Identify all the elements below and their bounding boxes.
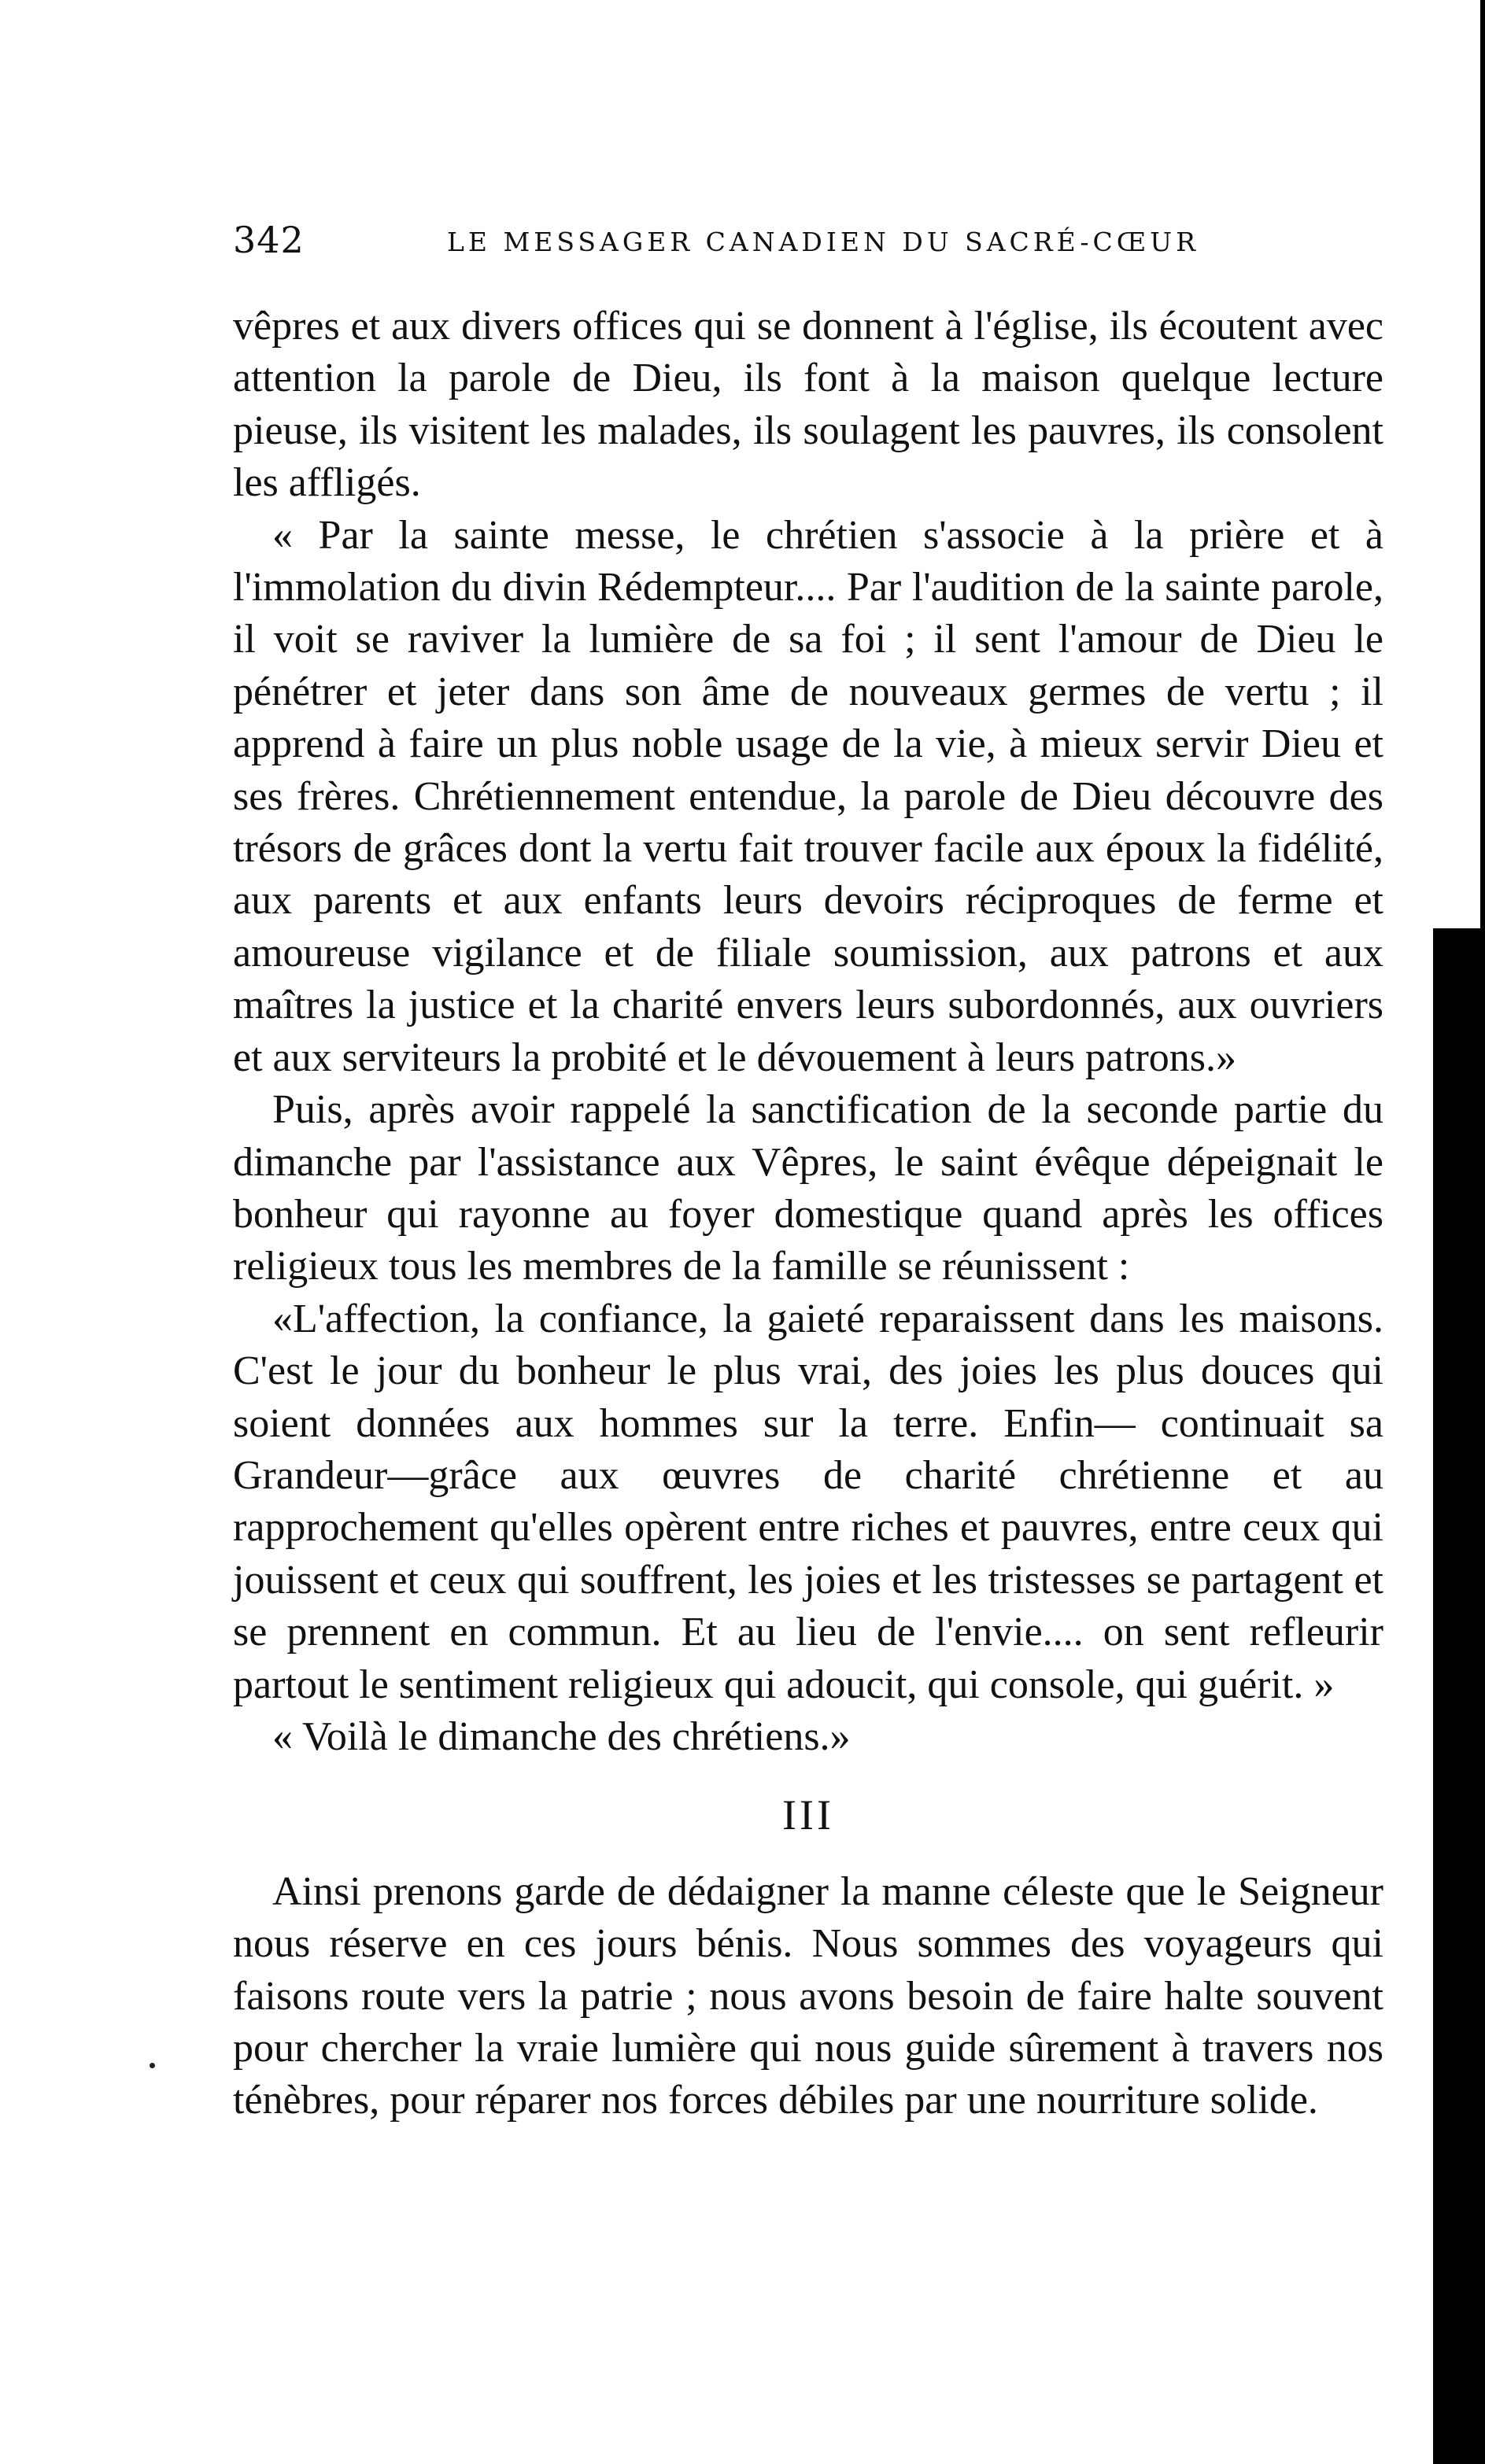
running-header [233, 219, 1390, 266]
scan-border [1433, 928, 1485, 2464]
scan-speck [150, 2063, 155, 2068]
running-title: LE MESSAGER CANADIEN DU SACRÉ-CŒUR [447, 227, 1199, 257]
section-heading: III [782, 1791, 834, 1839]
body-text [233, 301, 1383, 2127]
paragraph: « Voilà le dimanche des chrétiens.» [272, 1713, 851, 1759]
paragraph: « Par la sainte messe, le chrétien s'associe à la prière et à l'immolation du divin Rédempteur.... Par l'audition de la sainte parole, il voit se raviver la lumière de sa foi ; il sent l'amour de Dieu le pénétrer et jeter dans son âme de nouveaux germes de vertu ; il apprend à faire un plus noble usage de la vie, à mieux servir Dieu et ses frères. Chrétiennement entendue, la parole de Dieu découvre des trésors de grâces dont la vertu fait trouver facile aux époux la fidélité, aux parents et aux enfants leurs devoirs réciproques de ferme et amoureuse vigilance et de filiale soumission, aux patrons et aux maîtres la justice et la charité envers leurs subordonnés, aux ouvriers et aux serviteurs la probité et le dévouement à leurs patrons.» [233, 512, 1383, 1080]
paragraph: Puis, après avoir rappelé la sanctification de la seconde partie du dimanche par l'assistance aux Vêpres, le saint évêque dépeignait le bonheur qui rayonne au foyer domestique quand après les offices religieux tous les membres de la famille se réunissent : [233, 1087, 1383, 1289]
page-edge-shadow [1480, 0, 1485, 928]
paragraph: vêpres et aux divers offices qui se donnent à l'église, ils écoutent avec attention la parole de Dieu, ils font à la maison quelque lecture pieuse, ils visitent les malades, ils soulagent les pauvres, ils consolent les affligés. [233, 304, 1383, 506]
paragraph: Ainsi prenons garde de dédaigner la manne céleste que le Seigneur nous réserve en ces jours bénis. Nous sommes des voyageurs qui faisons route vers la patrie ; nous avons besoin de faire halte souvent pour chercher la vraie lumière qui nous guide sûrement à travers nos ténèbres, pour réparer nos forces débiles par une nourriture solide. [233, 1868, 1383, 2123]
page-number: 342 [233, 219, 305, 261]
paragraph: «L'affection, la confiance, la gaieté reparaissent dans les maisons. C'est le jour du bonheur le plus vrai, des joies les plus douces qui soient données aux hommes sur la terre. Enfin— continuait sa Grandeur—grâce aux œuvres de charité chrétienne et au rapprochement qu'elles opèrent entre riches et pauvres, entre ceux qui jouissent et ceux qui souffrent, les joies et les tristesses se partagent et se prennent en commun. Et au lieu de l'envie.... on sent refleurir partout le sentiment religieux qui adoucit, qui console, qui guérit. » [233, 1296, 1383, 1707]
